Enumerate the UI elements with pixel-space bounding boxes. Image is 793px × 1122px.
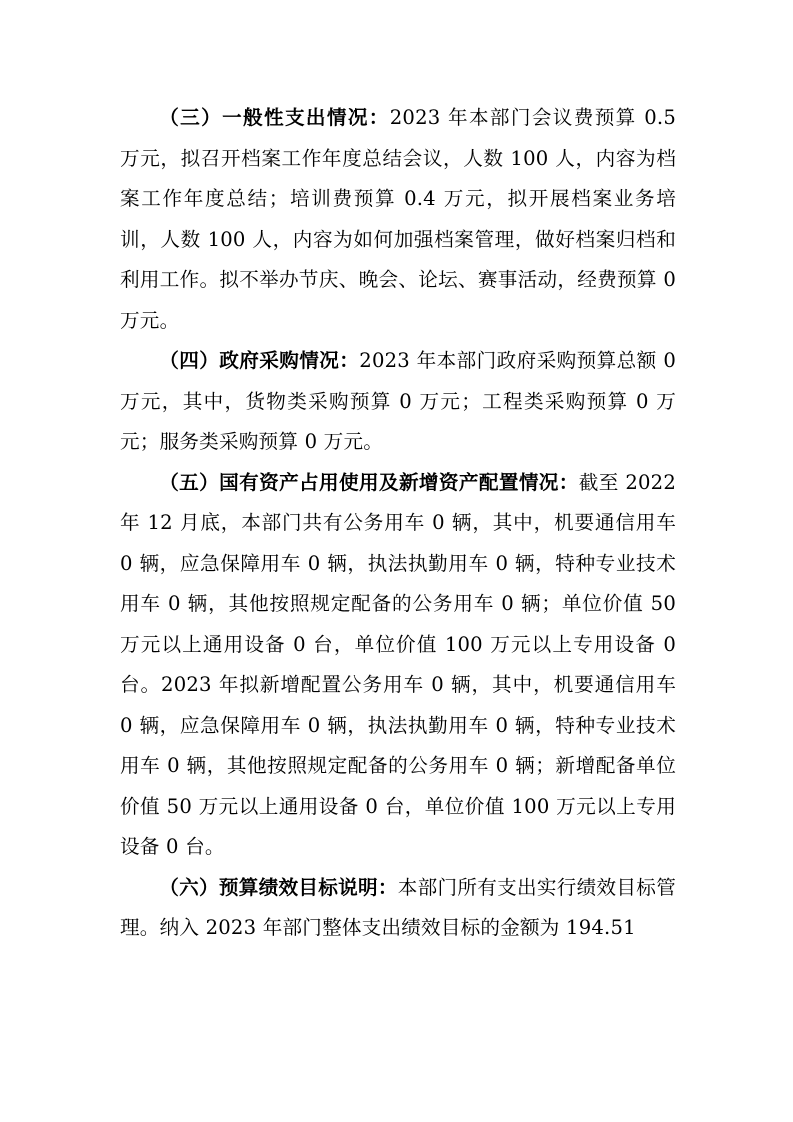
paragraph-text: 截至 2022 年 12 月底，本部门共有公务用车 0 辆，其中，机要通信用车 0 辆，应急保障用车 0 辆，执法执勤用车 0 辆，特种专业技术用车 0 辆，其他按照规定配备的公务用车 0 辆；单位价值 50 万元以上通用设备 0 台，单位价值 100 万元以上专用设备 0 台。2023 年拟新增配置公务用车 0 辆，其中，机要通信用车 0 辆，应急保障用车 0 辆，执法执勤用车 0 辆，特种专业技术用车 0 辆，其他按照规定配备的公务用车 0 辆；新增配备单位价值 50 万元以上通用设备 0 台，单位价值 100 万元以上专用设备 0 台。 <box>120 470 677 858</box>
section-heading: （五）国有资产占用使用及新增资产配置情况： <box>159 470 579 494</box>
section-heading: （三）一般性支出情况： <box>159 106 390 129</box>
section-heading: （四）政府采购情况： <box>159 349 360 372</box>
paragraph-state-assets <box>120 463 676 868</box>
paragraph-general-expenditure <box>120 98 676 341</box>
paragraph-text: 2023 年本部门政府采购预算总额 0 万元，其中，货物类采购预算 0 万元；工程类采购预算 0 万元；服务类采购预算 0 万元。 <box>120 349 677 453</box>
paragraph-text: 2023 年本部门会议费预算 0.5 万元，拟召开档案工作年度总结会议，人数 100 人，内容为档案工作年度总结；培训费预算 0.4 万元，拟开展档案业务培训，人数 100 人，内容为如何加强档案管理，做好档案归档和利用工作。拟不举办节庆、晚会、论坛、赛事活动，经费预算 0 万元。 <box>120 106 676 332</box>
paragraph-government-procurement <box>120 341 676 463</box>
document-page <box>120 98 676 949</box>
paragraph-performance-goals <box>120 868 676 949</box>
section-heading: （六）预算绩效目标说明： <box>159 875 398 899</box>
paragraph-text: 本部门所有支出实行绩效目标管理。纳入 2023 年部门整体支出绩效目标的金额为 194.51 <box>120 875 676 939</box>
